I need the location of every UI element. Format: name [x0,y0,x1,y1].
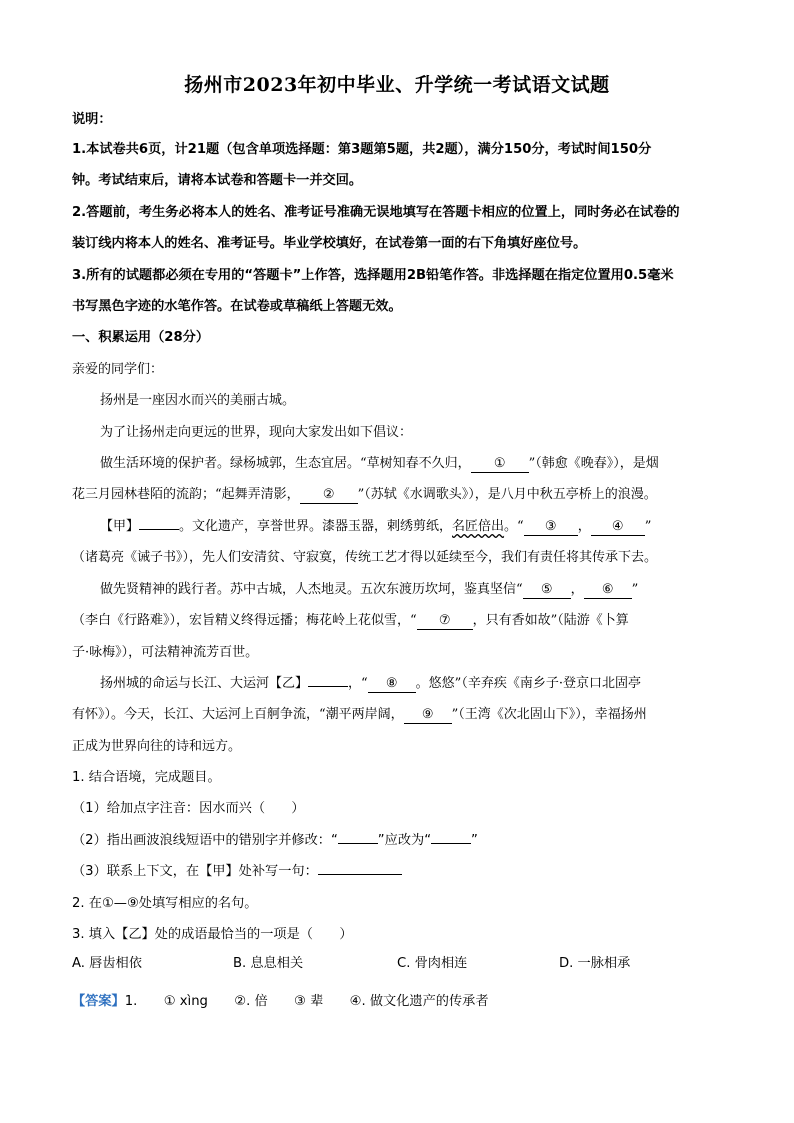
page-title: 扬州市2023年初中毕业、升学统一考试语文试题 [184,74,610,96]
question-2: 2. 在①—⑨处填写相应的名句。 [72,896,258,911]
text-segment: 做先贤精神的践行者。苏中古城，人杰地灵。五次东渡历坎坷，鉴真坚信“ [100,582,523,597]
passage-line-10 [100,674,728,694]
text-segment: ， [577,519,591,534]
passage-line-8 [72,611,728,631]
notes-heading: 说明： [72,112,112,127]
text-segment: 。悠悠”（辛弃疾《南乡子·登京口北固亭 [415,676,641,691]
text-segment: 。“ [504,519,524,534]
passage-line-1: 扬州是一座因水而兴的美丽古城。 [100,393,296,408]
question-1-part-1: （1）给加点字注音：因水而兴（ ） [72,801,305,816]
note-1-line-1: 1.本试卷共6页，计21题（包含单项选择题：第3题第5题，共2题），满分150分，考试时间150分 [72,142,652,157]
blank-4: ④ [591,519,645,536]
passage-greeting: 亲爱的同学们： [72,362,164,377]
note-2-line-1: 2.答题前，考生务必将本人的姓名、准考证号准确无误地填写在答题卡相应的位置上，同时务必在试卷的 [72,205,680,220]
option-b[interactable]: B. 息息相关 [233,956,304,971]
blank-yi [308,686,348,687]
blank-1: ① [471,456,529,473]
text-segment: 。文化遗产，享誉世界。漆器玉器，剌绣剪纸， [179,519,453,534]
text-segment: ” [471,833,478,848]
section-heading: 一、积累运用（28分） [72,330,210,345]
blank-2: ② [300,487,358,504]
question-1-part-2 [72,831,728,851]
question-1: 1. 结合语境，完成题目。 [72,770,221,785]
note-1-line-2: 钟。考试结束后，请将本试卷和答题卡一并交回。 [72,173,363,188]
blank-8: ⑧ [368,676,416,693]
text-segment: （2）指出画波浪线短语中的错别字并修改：“ [72,833,338,848]
passage-line-7 [100,580,728,600]
text-segment: ”（苏轼《水调歌头》），是八月中秋五亭桥上的浪漫。 [357,487,657,502]
passage-line-2: 为了让扬州走向更远的世界，现向大家发出如下倡议： [100,425,413,440]
question-1-part-3 [72,862,728,882]
text-segment: ” [644,519,652,534]
note-2-line-2: 装订线内将本人的姓名、准考证号。毕业学校填好，在试卷第一面的右下角填好座位号。 [72,236,587,251]
text-segment: ” [631,582,639,597]
blank-9: ⑨ [404,707,452,724]
text-segment: 【甲】 [100,519,140,534]
passage-line-12: 正成为世界向往的诗和远方。 [72,739,242,754]
option-d[interactable]: D. 一脉相承 [559,956,631,971]
blank-3: ③ [524,519,578,536]
text-segment: （3）联系上下文，在【甲】处补写一句： [72,864,318,879]
text-segment: ”应改为“ [377,833,432,848]
answer-blank[interactable] [318,874,402,875]
text-segment: ，“ [348,676,368,691]
answer-text: 1. ① xìng ②. 倍 ③ 辈 ④. 做文化遗产的传承者 [124,994,489,1009]
passage-line-4 [72,485,728,505]
note-3-line-1: 3.所有的试题都必须在专用的“答题卡”上作答，选择题用2B铅笔作答。非选择题在指定位置用0.5毫米 [72,268,674,283]
passage-line-5 [100,517,728,537]
blank-jia [139,529,179,530]
question-3: 3. 填入【乙】处的成语最恰当的一项是（ ） [72,927,353,942]
blank-5: ⑤ [523,582,571,599]
text-segment: 做生活环境的保护者。绿杨城郭，生态宜居。“草树知春不久归， [100,456,471,471]
passage-line-11 [72,705,728,725]
text-segment: （李白《行路难》），宏旨精义终得远播；梅花岭上花似雪，“ [72,613,417,628]
text-segment: ， [570,582,584,597]
passage-line-3 [100,454,728,474]
option-a[interactable]: A. 唇齿相依 [72,956,142,971]
wavy-underlined-phrase: 名匠倍出 [452,519,505,534]
text-segment: ，只有香如故”（陆游《卜算 [472,613,629,628]
answer-line [72,992,728,1012]
text-segment: 花三月园林巷陌的流韵；“起舞弄清影， [72,487,300,502]
text-segment: 扬州城的命运与长江、大运河【乙】 [100,676,309,691]
text-segment: ”（韩愈《晚春》），是烟 [528,456,659,471]
passage-line-6: （诸葛亮《诫子书》），先人们安清贫、守寂寞，传统工艺才得以延续至今，我们有责任将其传承下去。 [72,550,658,565]
answer-blank[interactable] [338,843,378,844]
text-segment: 有怀》）。今天，长江、大运河上百舸争流，“潮平两岸阔， [72,707,404,722]
option-c[interactable]: C. 骨肉相连 [397,956,468,971]
note-3-line-2: 书写黑色字迹的水笔作答。在试卷或草稿纸上答题无效。 [72,299,402,314]
passage-line-9: 子·咏梅》），可法精神流芳百世。 [72,645,259,660]
answer-blank[interactable] [431,843,471,844]
blank-6: ⑥ [584,582,632,599]
answer-label: 【答案】 [72,994,125,1009]
text-segment: ”（王湾《次北固山下》），幸福扬州 [451,707,647,722]
blank-7: ⑦ [417,613,473,630]
